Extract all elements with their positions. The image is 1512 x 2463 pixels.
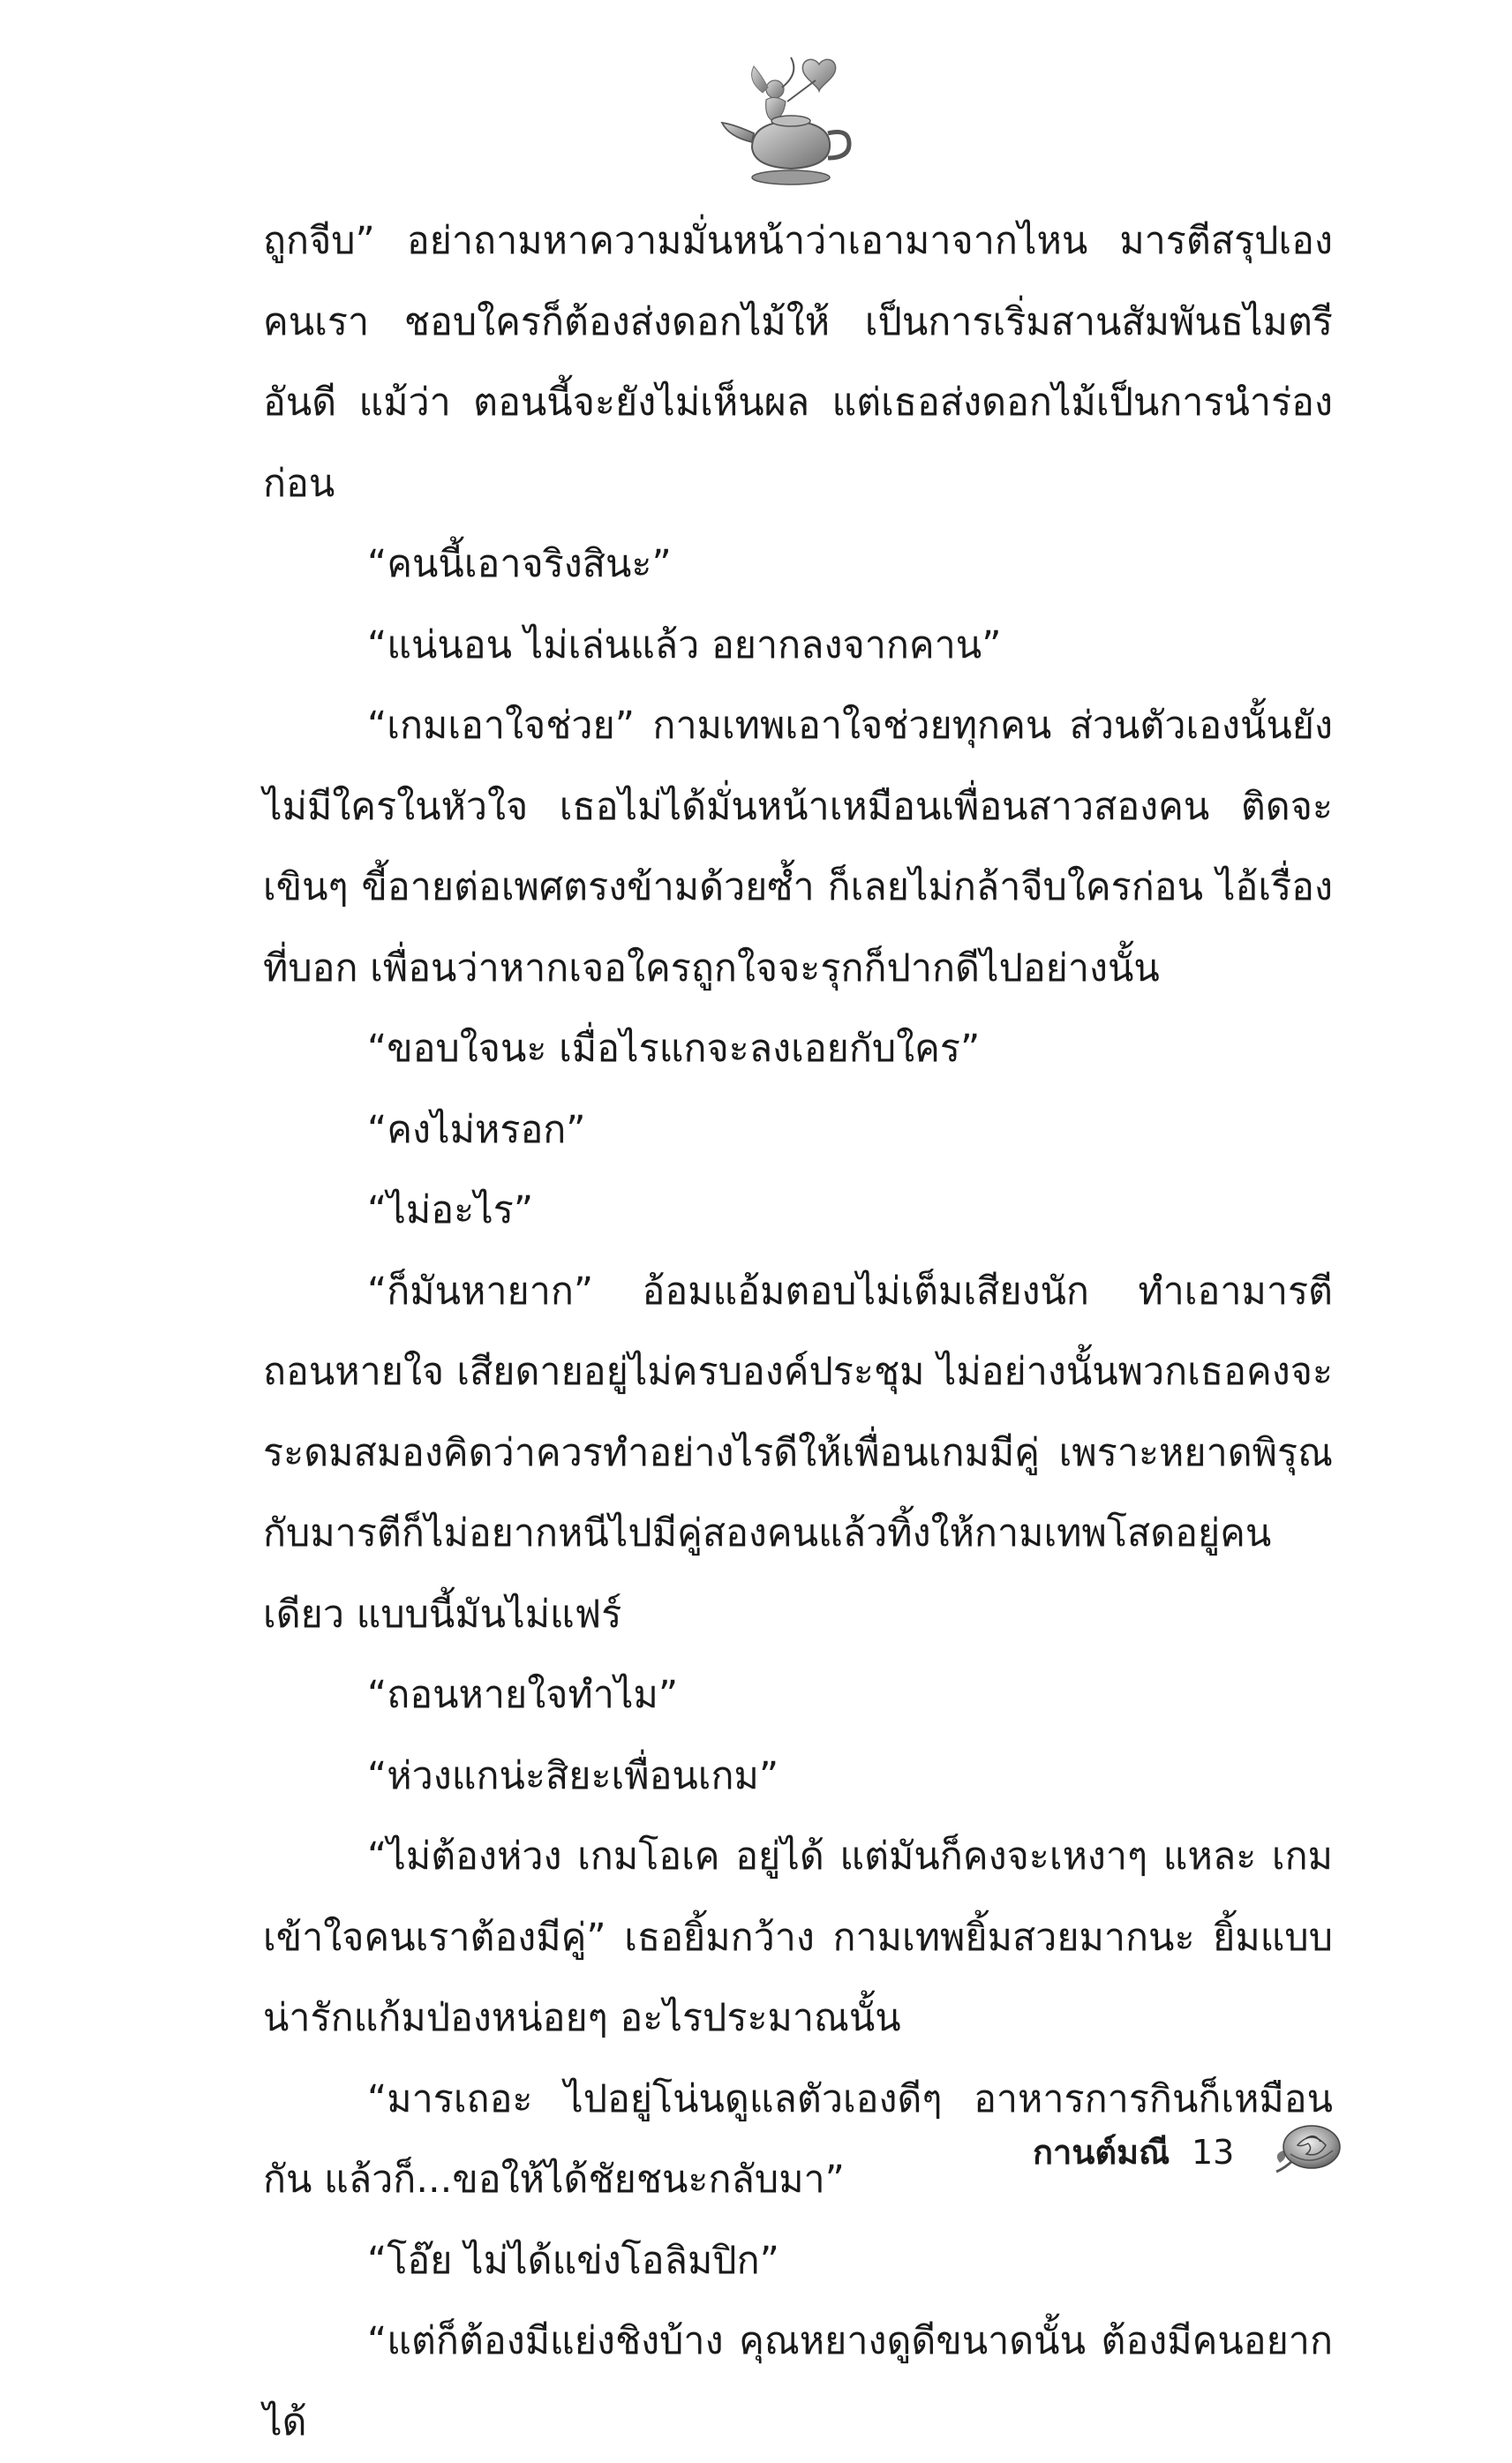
paragraph: “ถอนหายใจทำไม”	[367, 1673, 679, 1717]
paragraph: “คนนี้เอาจริงสินะ”	[367, 542, 672, 586]
paragraph: “แต่ก็ต้องมีแย่งชิงบ้าง คุณหยางดูดีขนาดนั้น ต้องมีคนอยากได้	[263, 2319, 1333, 2444]
paragraph: “แน่นอน ไม่เล่นแล้ว อยากลงจากคาน”	[367, 622, 1002, 667]
paragraph: “ขอบใจนะ เมื่อไรแกจะลงเอยกับใคร”	[367, 1027, 981, 1071]
paragraph: “คงไม่หรอก”	[367, 1107, 586, 1152]
book-title: กานต์มณี	[1033, 2133, 1170, 2172]
story-text	[263, 201, 1333, 2463]
paragraph: “โอ๊ย ไม่ได้แข่งโอลิมปิก”	[367, 2238, 779, 2283]
paragraph: “ไม่ต้องห่วง เกมโอเค อยู่ได้ แต่มันก็คงจะเหงาๆ แหละ เกม เข้าใจคนเราต้องมีคู่” เธอยิ้มกว้าง กามเทพยิ้มสวยมากนะ ยิ้มแบบ น่ารักแก้มป่องหน่อยๆ อะไรประมาณนั้น	[263, 1834, 1333, 2040]
page-number: 13	[1192, 2133, 1235, 2172]
paragraph: “ก็มันหายาก” อ้อมแอ้มตอบไม่เต็มเสียงนัก ทำเอามารตี ถอนหายใจ เสียดายอยู่ไม่ครบองค์ประชุม ไม่อย่างนั้นพวกเธอคงจะ ระดมสมองคิดว่าควรทำอย่างไรดีให้เพื่อนเกมมีคู่ เพราะหยาดพิรุณ กับมารตีก็ไม่อยากหนีไปมีคู่สองคนแล้วทิ้งให้กามเทพโสดอยู่คนเดียว แบบนี้มันไม่แฟร์	[263, 1269, 1333, 1637]
page-footer	[1033, 2126, 1421, 2196]
teapot-cupid-ornament-icon	[715, 49, 865, 199]
paragraph: “ไม่อะไร”	[367, 1188, 534, 1232]
paragraph: “ห่วงแกน่ะสิยะเพื่อนเกม”	[367, 1753, 779, 1798]
paragraph: “มารเถอะ ไปอยู่โน่นดูแลตัวเองดีๆ อาหารการกินก็เหมือนกัน แล้วก็...ขอให้ได้ชัยชนะกลับมา”	[263, 2076, 1333, 2202]
rose-icon	[1271, 2119, 1347, 2182]
paragraph: ถูกจีบ” อย่าถามหาความมั่นหน้าว่าเอามาจากไหน มารตีสรุปเอง คนเรา ชอบใครก็ต้องส่งดอกไม้ให้ เป็นการเริ่มสานสัมพันธไมตรีอันดี แม้ว่า ตอนนี้จะยังไม่เห็นผล แต่เธอส่งดอกไม้เป็นการนำร่องก่อน	[263, 219, 1333, 506]
paragraph: “เกมเอาใจช่วย” กามเทพเอาใจช่วยทุกคน ส่วนตัวเองนั้นยัง ไม่มีใครในหัวใจ เธอไม่ได้มั่นหน้าเหมือนเพื่อนสาวสองคน ติดจะเขินๆ ขี้อายต่อเพศตรงข้ามด้วยซ้ำ ก็เลยไม่กล้าจีบใครก่อน ไอ้เรื่องที่บอก เพื่อนว่าหากเจอใครถูกใจจะรุกก็ปากดีไปอย่างนั้น	[263, 704, 1333, 990]
